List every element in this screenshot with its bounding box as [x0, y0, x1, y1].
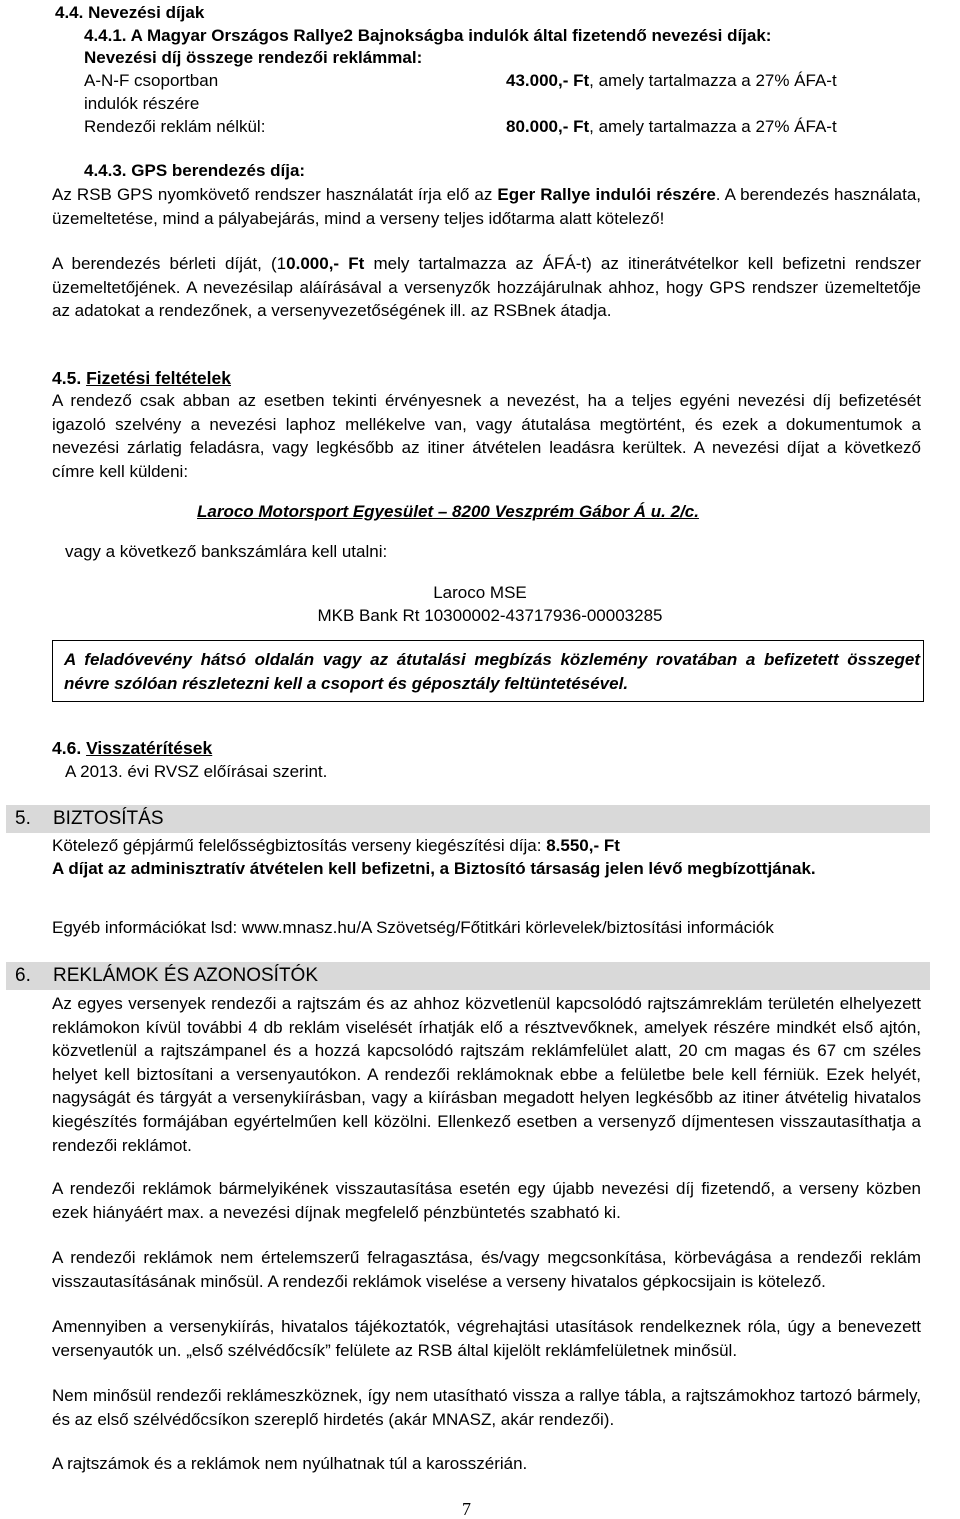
heading-4-6: 4.6. Visszatérítések [52, 738, 213, 758]
bank-name: Laroco MSE [433, 583, 527, 602]
ads-paragraph-1: Az egyes versenyek rendezői a rajtszám és az ahhoz közvetlenül kapcsolódó rajtszámreklám területén elhelyezett reklámokon kívül további 4 db reklám viselését írhatják elő a résztvevőknek, amelyek részére mindkét első ajtón, közvetlenül a rajtszámpanel és a hozzá kapcsolódó rajtszám reklámfelület alatt, 20 cm magas és 67 cm széles helyet kell biztosítani a versenyautókon. A rendezői reklámoknak ebbe a felületbe bele kell férniük. Ezek helyét, nagyságát és tárgyát a versenykiírásban, vagy a kiírásban megadott helyen legkésőbb az itiner átvételig hivatalos kiegészítés formájában egyértelműen kell közölni. Ellenkező esetben a versenyző díjmentesen visszautasíthatja a rendezői reklámot. [52, 994, 921, 1155]
section-5-number: 5. [15, 808, 31, 829]
ads-paragraph-2: A rendezői reklámok bármelyikének visszautasítása esetén egy újabb nevezési díj fizetendő, a verseny közben ezek hiányáért max. a nevezési díjnak megfelelő pénzbüntetés szabható ki. [52, 1179, 921, 1222]
fee-row1-label: A-N-F csoportban [84, 71, 219, 90]
heading-4-4-3: 4.4.3. GPS berendezés díja: [84, 161, 306, 180]
gps-paragraph-1: Az RSB GPS nyomkövető rendszer használatát írja elő az Eger Rallye indulói részére. A berendezés használata, üzemeltetése, mind a pályabejárás, mind a verseny teljes időtarma alatt kötelező! [52, 185, 921, 228]
ads-paragraph-3: A rendezői reklámok nem értelemszerű felragasztása, és/vagy megcsonkítása, körbevágása a rendezői reklám visszautasításának minősül. A rendezői reklámok viselése a verseny hivatalos gépkocsijain is kötelező. [52, 1248, 921, 1291]
heading-4-4: 4.4. Nevezési díjak [55, 3, 205, 22]
section-6-number: 6. [15, 965, 31, 986]
section-5-title: BIZTOSÍTÁS [53, 808, 164, 829]
gps-paragraph-2: A berendezés bérleti díját, (10.000,- Ft mely tartalmazza az ÁFÁ-t) az itinerátvételkor kell befizetni rendszer üzemeltetőjének. A nevezésilap aláírásával a versenyzők hozzájárulnak ahhoz, hogy GPS rendszer üzemeltetője az adatokat a rendezőnek, a versenyvezetőségének ill. az RSBnek átadja. [52, 254, 921, 321]
bank-account: MKB Bank Rt 10300002-43717936-00003285 [317, 606, 663, 625]
ads-paragraph-5: Nem minősül rendezői reklámeszköznek, így nem utasítható vissza a rallye tábla, a rajtszámokhoz tartozó bármely, és az első szélvédőcsíkon szereplő hirdetés (akár MNASZ, akár rendezői). [52, 1386, 921, 1429]
ads-paragraph-6: A rajtszámok és a reklámok nem nyúlhatnak túl a karosszérián. [52, 1454, 528, 1473]
fee-row1-label-cont: indulók részére [84, 94, 200, 113]
heading-4-5: 4.5. Fizetési feltételek [52, 368, 231, 388]
refund-text: A 2013. évi RVSZ előírásai szerint. [65, 762, 328, 781]
bank-intro: vagy a következő bankszámlára kell utalni: [65, 542, 388, 561]
insurance-fee: Kötelező gépjármű felelősségbiztosítás verseny kiegészítési díja: 8.550,- Ft [52, 836, 620, 855]
payment-notice-text: A feladóvevény hátsó oldalán vagy az átutalási megbízás közlemény rovatában a befizetett összeget névre szólóan részletezni kell a csoport és géposztály feltüntetésével. [64, 650, 920, 693]
insurance-payment-note: A díjat az adminisztratív átvételen kell befizetni, a Biztosító társaság jelen lévő megbízottjának. [52, 859, 816, 878]
ads-paragraph-4: Amennyiben a versenykiírás, hivatalos tájékoztatók, végrehajtási utasítások rendelkeznek róla, úgy a benevezett versenyautók un. „első szélvédőcsík” felülete az RSB által kijelölt reklámfelületnek minősül. [52, 1317, 921, 1360]
insurance-info: Egyéb információkat lsd: www.mnasz.hu/A Szövetség/Főtitkári körlevelek/biztosítási információk [52, 918, 774, 937]
fee-subheading: Nevezési díj összege rendezői reklámmal: [84, 48, 423, 67]
payment-paragraph: A rendező csak abban az esetben tekinti érvényesnek a nevezést, ha a teljes egyéni nevezési díj befizetését igazoló szelvény a nevezési laphoz mellékelve van, vagy átutalása megtörtént, és ezek a dokumentumok a nevezési zárlatig feladásra, vagy legkésőbb az itiner átvételen leadásra kerültek. A nevezési díjat a következő címre kell küldeni: [52, 391, 921, 481]
mailing-address: Laroco Motorsport Egyesület – 8200 Veszprém Gábor Á u. 2/c. [197, 502, 699, 521]
fee-row1-value: 43.000,- Ft, amely tartalmazza a 27% ÁFA-t [506, 71, 837, 90]
page-number: 7 [462, 1499, 471, 1519]
fee-row2-label: Rendezői reklám nélkül: [84, 117, 266, 136]
fee-row2-value: 80.000,- Ft, amely tartalmazza a 27% ÁFA-t [506, 117, 837, 136]
section-6-title: REKLÁMOK ÉS AZONOSÍTÓK [53, 965, 319, 986]
heading-4-4-1: 4.4.1. A Magyar Országos Rallye2 Bajnokságba indulók által fizetendő nevezési díjak: [84, 26, 772, 45]
